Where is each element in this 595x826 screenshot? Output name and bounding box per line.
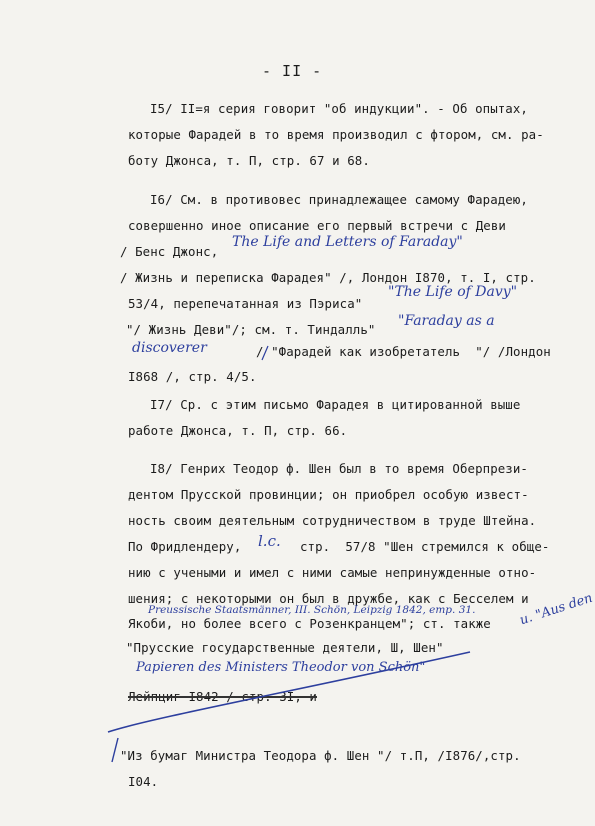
footnote-15-line-1: I5/ II=я серия говорит "об индукции". - Об опытах, [150, 101, 528, 116]
footnote-18-line-8: "Прусские государственные деятели, Ш, Шен" [126, 640, 444, 655]
handwritten-preussische-staatsmaenner: Preussische Staatsmänner, III. Schön, Leipzig 1842, emp. 31. [148, 604, 476, 616]
handwritten-slash-mark [262, 346, 268, 360]
footnote-16-line-4: / Жизнь и переписка Фарадея" /, Лондон I870, т. I, стр. [120, 270, 536, 285]
footnote-17-line-2: работе Джонса, т. П, стр. 66. [128, 423, 348, 438]
footnote-16-line-5: 53/4, перепечатанная из Пэриса" [128, 296, 363, 311]
footnote-18-line-1: I8/ Генрих Теодор ф. Шен был в то время Оберпрези- [150, 461, 528, 476]
handwritten-insert-mark [112, 738, 118, 762]
footnote-16-line-2: совершенно иное описание его первый встречи с Деви [128, 218, 506, 233]
footnote-18-line-4b: стр. 57/8 "Шен стремился к обще- [300, 539, 550, 554]
handwritten-papieren-des-ministers: Papieren des Ministers Theodor von Schön" [136, 660, 426, 675]
handwritten-life-letters-faraday: The Life and Letters of Faraday" [232, 234, 463, 250]
footnote-18-line-6: шения; с некоторыми он был в дружбе, как с Бесселем и [128, 591, 529, 606]
footnote-16-line-6: "/ Жизнь Деви"/; см. т. Тиндалль" [126, 322, 376, 337]
footnote-18-line-7: Якоби, но более всего с Розенкранцем"; ст. также [128, 616, 491, 631]
footnote-15-line-3: боту Джонса, т. П, стр. 67 и 68. [128, 153, 370, 168]
footnote-15-line-2: которые Фарадей в то время производил с фтором, см. ра- [128, 127, 544, 142]
footnote-18-line-3: ность своим деятельным сотрудничеством в труде Штейна. [128, 513, 537, 528]
handwritten-loc-cit: l.c. [258, 532, 281, 550]
handwritten-connector-line [108, 652, 470, 732]
page-number: - II - [262, 62, 323, 80]
handwritten-faraday-as-a: "Faraday as a [398, 313, 495, 329]
footnote-16-line-1: I6/ См. в противовес принадлежащее самому Фарадею, [150, 192, 528, 207]
footnote-18-line-4a: По Фридлендеру, [128, 539, 242, 554]
handwritten-life-of-davy: "The Life of Davy" [388, 284, 518, 300]
handwritten-aus-den: u. "Aus den [518, 590, 595, 629]
footnote-18-line-9-struck: Лейпциг I842 / стр. 3I, и [128, 689, 317, 704]
footnote-16-line-8: I868 /, стр. 4/5. [128, 369, 257, 384]
footnote-18-line-10: "Из бумаг Министра Теодора ф. Шен "/ т.П, /I876/,стр. [120, 748, 521, 763]
footnote-18-line-11: I04. [128, 774, 159, 789]
handwritten-discoverer: discoverer [132, 340, 207, 356]
footnote-16-line-3: / Бенс Джонс, [120, 244, 219, 259]
footnote-16-line-7: / "Фарадей как изобретатель "/ /Лондон [256, 344, 551, 359]
footnote-17-line-1: I7/ Ср. с этим письмо Фарадея в цитированной выше [150, 397, 521, 412]
footnote-18-line-5: нию с учеными и имел с ними самые непринужденные отно- [128, 565, 537, 580]
footnote-18-line-2: дентом Прусской провинции; он приобрел особую извест- [128, 487, 529, 502]
